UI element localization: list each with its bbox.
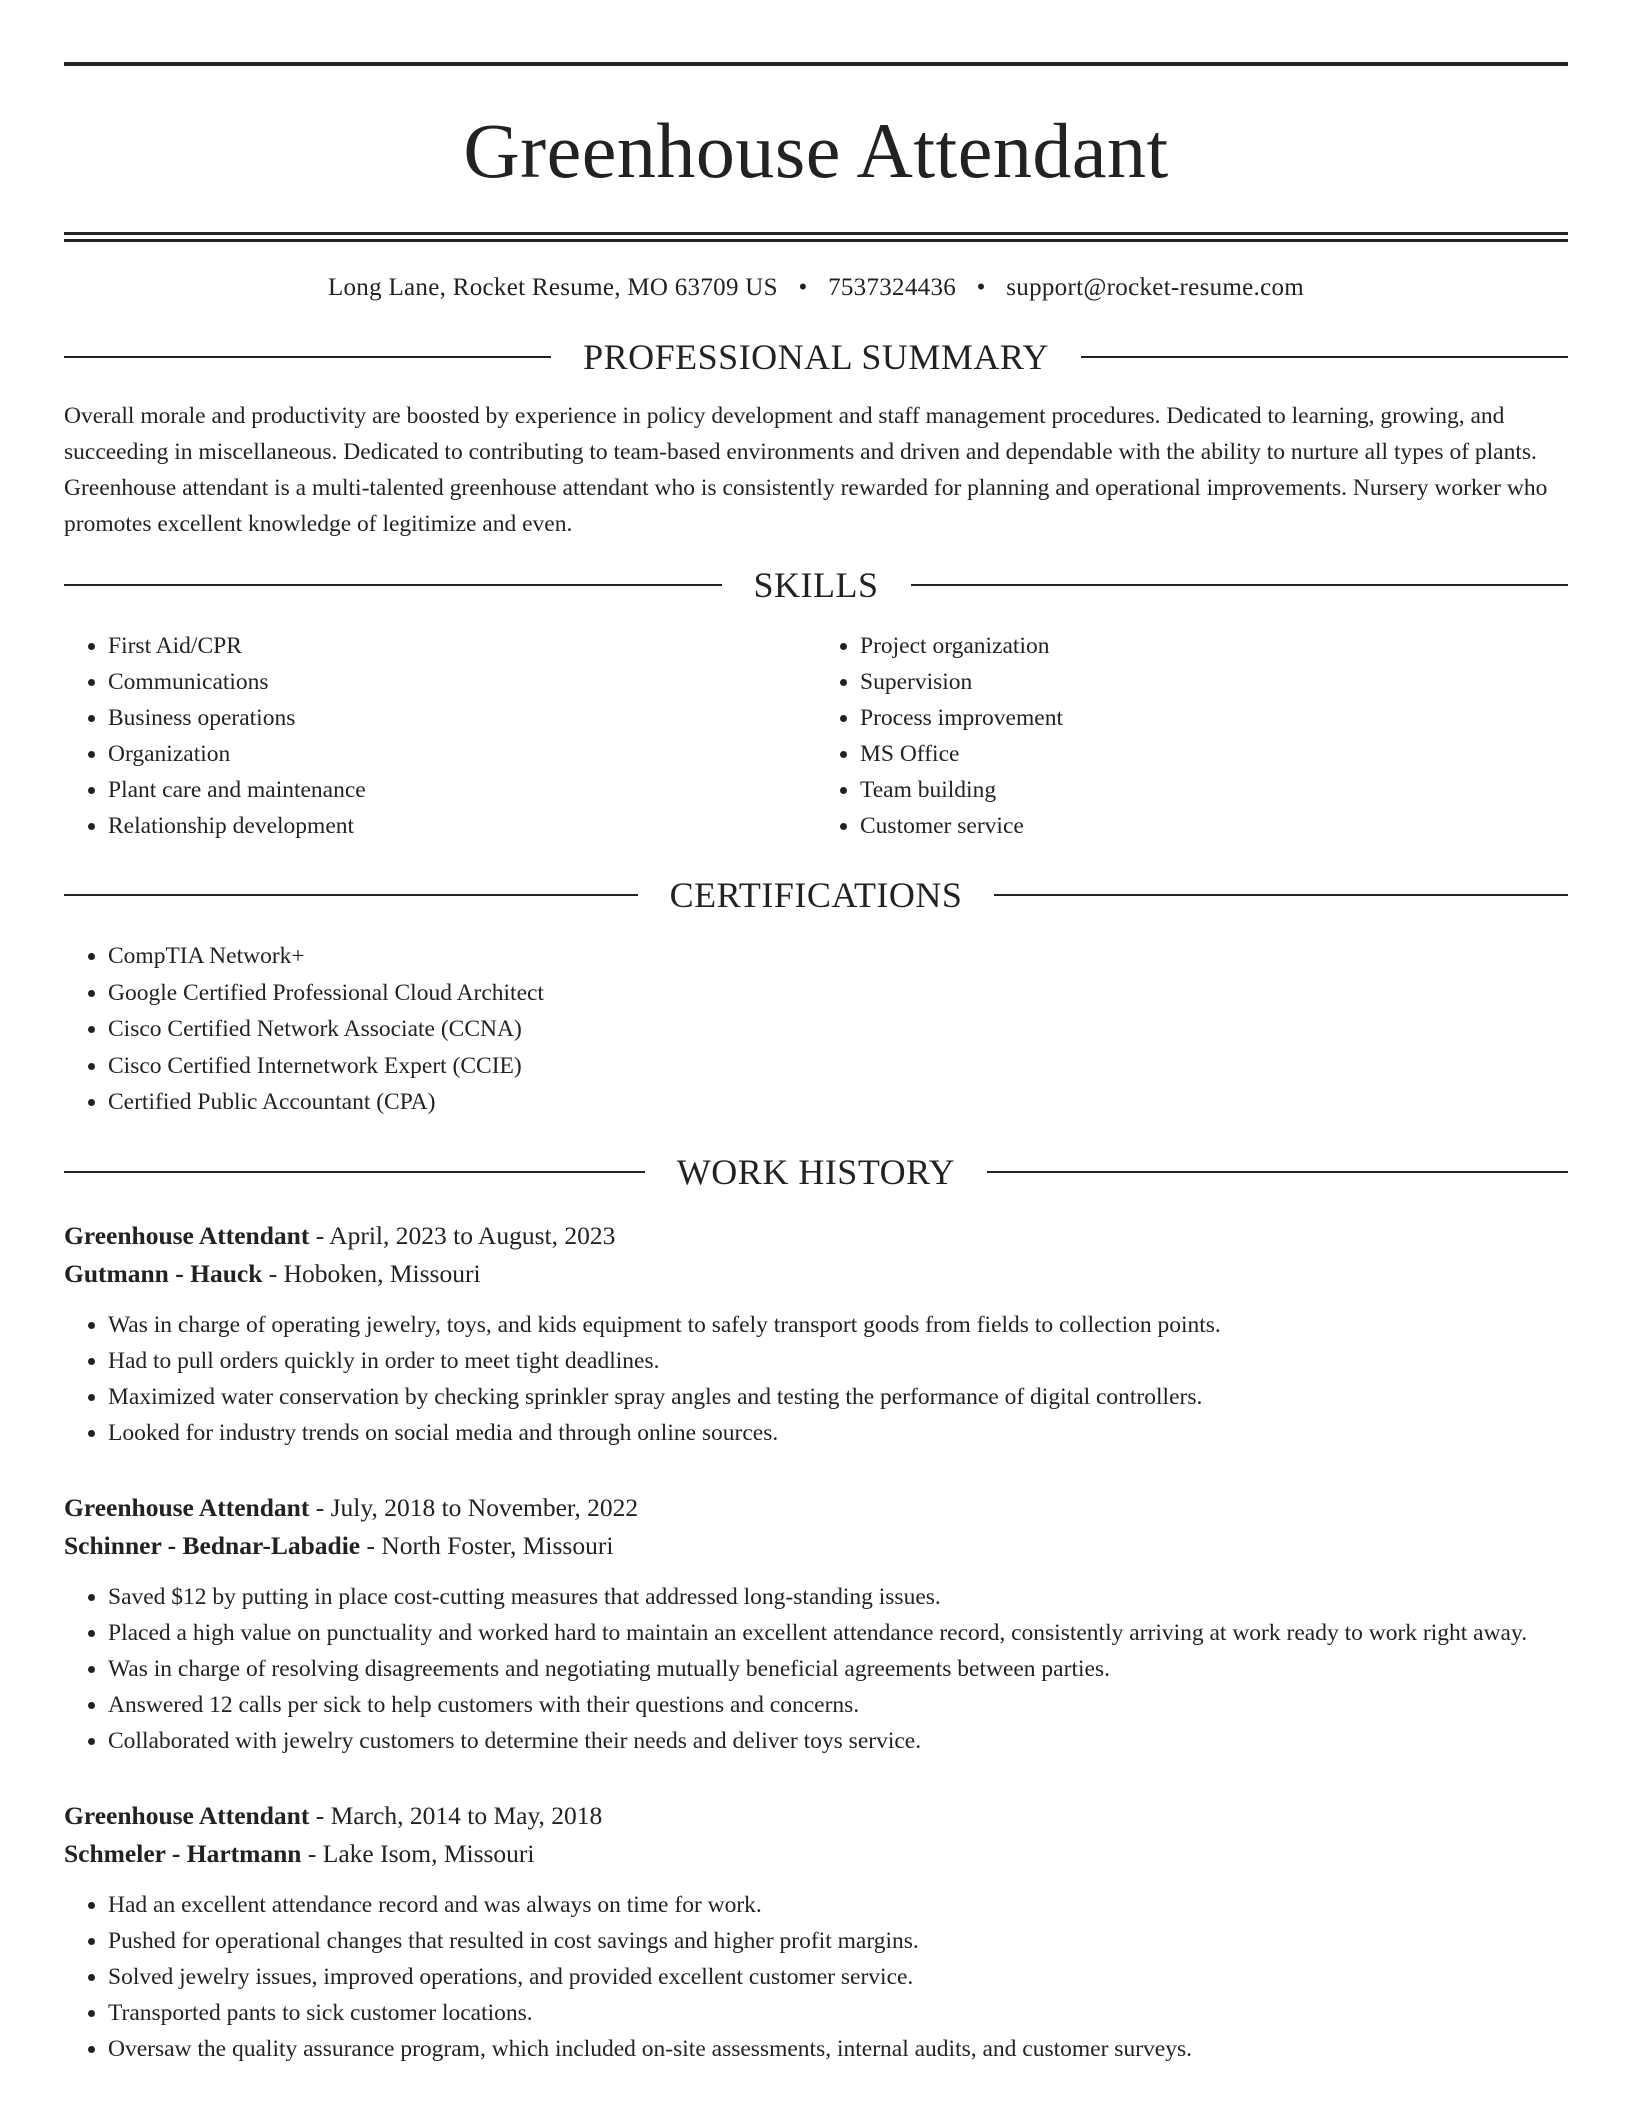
work-section-header <box>64 1151 1568 1193</box>
skill-item: • Supervision <box>860 664 1568 700</box>
job-bullet: • Solved jewelry issues, improved operations, and provided excellent customer service. <box>108 1959 1568 1995</box>
certification-item: • Cisco Certified Internetwork Expert (CCIE) <box>108 1048 1568 1085</box>
job-bullets <box>64 1579 1568 1759</box>
skills-section-title: SKILLS <box>753 565 879 605</box>
certification-item: • Google Certified Professional Cloud Architect <box>108 975 1568 1012</box>
certifications-section-title: CERTIFICATIONS <box>669 875 963 915</box>
skills-list-left <box>64 628 816 844</box>
skills-list-right <box>816 628 1568 844</box>
job-dates: - July, 2018 to November, 2022 <box>309 1492 639 1522</box>
job-bullet: • Answered 12 calls per sick to help customers with their questions and concerns. <box>108 1687 1568 1723</box>
job-company: Schmeler - Hartmann <box>64 1838 302 1868</box>
skill-item: • MS Office <box>860 736 1568 772</box>
section-rule-left <box>64 894 638 896</box>
skill-item: • Team building <box>860 772 1568 808</box>
skills-section-header <box>64 564 1568 606</box>
job-entry <box>64 1797 1568 2067</box>
section-rule-left <box>64 1171 645 1173</box>
job-title-line <box>64 1489 1568 1527</box>
skill-item: • Communications <box>108 664 816 700</box>
summary-text: Overall morale and productivity are boosted by experience in policy development and staff management procedures. Dedicated to learning, growing, and succeeding in miscellaneous. Dedicated to contributing to team-based environments and driven and dependable with the ability to nurture all types of plants. Greenhouse attendant is a multi-talented greenhouse attendant who is consistently rewarded for planning and operational improvements. Nursery worker who promotes excellent knowledge of legitimize and even. <box>64 403 1548 537</box>
section-rule-right <box>1081 356 1568 358</box>
contact-email: support@rocket-resume.com <box>1006 274 1305 301</box>
section-rule-right <box>911 584 1569 586</box>
job-location: - North Foster, Missouri <box>360 1530 614 1560</box>
job-bullet: • Collaborated with jewelry customers to determine their needs and deliver toys service. <box>108 1723 1568 1759</box>
summary-section-header <box>64 336 1568 378</box>
contact-separator: • <box>798 274 808 301</box>
job-company-line <box>64 1255 1568 1293</box>
job-location: - Lake Isom, Missouri <box>301 1838 535 1868</box>
job-bullet: • Oversaw the quality assurance program, which included on-site assessments, internal audits, and customer surveys. <box>108 2031 1568 2067</box>
job-bullets <box>64 1887 1568 2067</box>
certification-item: • Certified Public Accountant (CPA) <box>108 1084 1568 1121</box>
job-bullet: • Had an excellent attendance record and was always on time for work. <box>108 1887 1568 1923</box>
contact-separator: • <box>976 274 986 301</box>
job-bullet: • Was in charge of operating jewelry, toys, and kids equipment to safely transport goods from fields to collection points. <box>108 1307 1568 1343</box>
skill-item: • First Aid/CPR <box>108 628 816 664</box>
section-rule-right <box>987 1171 1568 1173</box>
skill-item: • Business operations <box>108 700 816 736</box>
section-rule-right <box>994 894 1568 896</box>
skills-columns <box>64 628 1568 844</box>
job-title-line <box>64 1797 1568 1835</box>
job-bullet: • Maximized water conservation by checking sprinkler spray angles and testing the performance of digital controllers. <box>108 1379 1568 1415</box>
contact-address: Long Lane, Rocket Resume, MO 63709 US <box>327 274 778 301</box>
certifications-section-header <box>64 874 1568 916</box>
work-section-title: WORK HISTORY <box>676 1151 956 1192</box>
section-rule-left <box>64 584 722 586</box>
contact-phone: 7537324436 <box>828 274 957 301</box>
job-company: Schinner - Bednar-Labadie <box>64 1530 361 1560</box>
job-bullet: • Was in charge of resolving disagreements and negotiating mutually beneficial agreements between parties. <box>108 1651 1568 1687</box>
job-role: Greenhouse Attendant <box>64 1220 310 1250</box>
job-title-line <box>64 1217 1568 1255</box>
job-role: Greenhouse Attendant <box>64 1492 310 1522</box>
job-entry <box>64 1217 1568 1451</box>
job-role: Greenhouse Attendant <box>64 1800 310 1830</box>
certifications-list <box>64 938 1568 1121</box>
job-bullet: • Placed a high value on punctuality and worked hard to maintain an excellent attendance record, consistently arriving at work ready to work right away. <box>108 1615 1568 1651</box>
job-bullet: • Had to pull orders quickly in order to meet tight deadlines. <box>108 1343 1568 1379</box>
job-bullet: • Transported pants to sick customer locations. <box>108 1995 1568 2031</box>
summary-section-title: PROFESSIONAL SUMMARY <box>583 337 1049 377</box>
job-company: Gutmann - Hauck <box>64 1258 263 1288</box>
job-location: - Hoboken, Missouri <box>262 1258 481 1288</box>
job-company-line <box>64 1527 1568 1565</box>
job-bullet: • Looked for industry trends on social media and through online sources. <box>108 1415 1568 1451</box>
job-entry <box>64 1489 1568 1759</box>
skill-item: • Project organization <box>860 628 1568 664</box>
skill-item: • Process improvement <box>860 700 1568 736</box>
job-bullets <box>64 1307 1568 1451</box>
contact-line <box>64 274 1568 302</box>
certification-item: • CompTIA Network+ <box>108 938 1568 975</box>
skill-item: • Customer service <box>860 808 1568 844</box>
certification-item: • Cisco Certified Network Associate (CCNA) <box>108 1011 1568 1048</box>
section-rule-left <box>64 356 551 358</box>
job-bullet: • Saved $12 by putting in place cost-cutting measures that addressed long-standing issues. <box>108 1579 1568 1615</box>
job-dates: - March, 2014 to May, 2018 <box>309 1800 603 1830</box>
skill-item: • Relationship development <box>108 808 816 844</box>
skill-item: • Plant care and maintenance <box>108 772 816 808</box>
name-double-rule <box>64 232 1568 242</box>
job-bullet: • Pushed for operational changes that resulted in cost savings and higher profit margins. <box>108 1923 1568 1959</box>
skill-item: • Organization <box>108 736 816 772</box>
job-dates: - April, 2023 to August, 2023 <box>309 1220 616 1250</box>
candidate-name: Greenhouse Attendant <box>463 107 1169 194</box>
job-company-line <box>64 1835 1568 1873</box>
